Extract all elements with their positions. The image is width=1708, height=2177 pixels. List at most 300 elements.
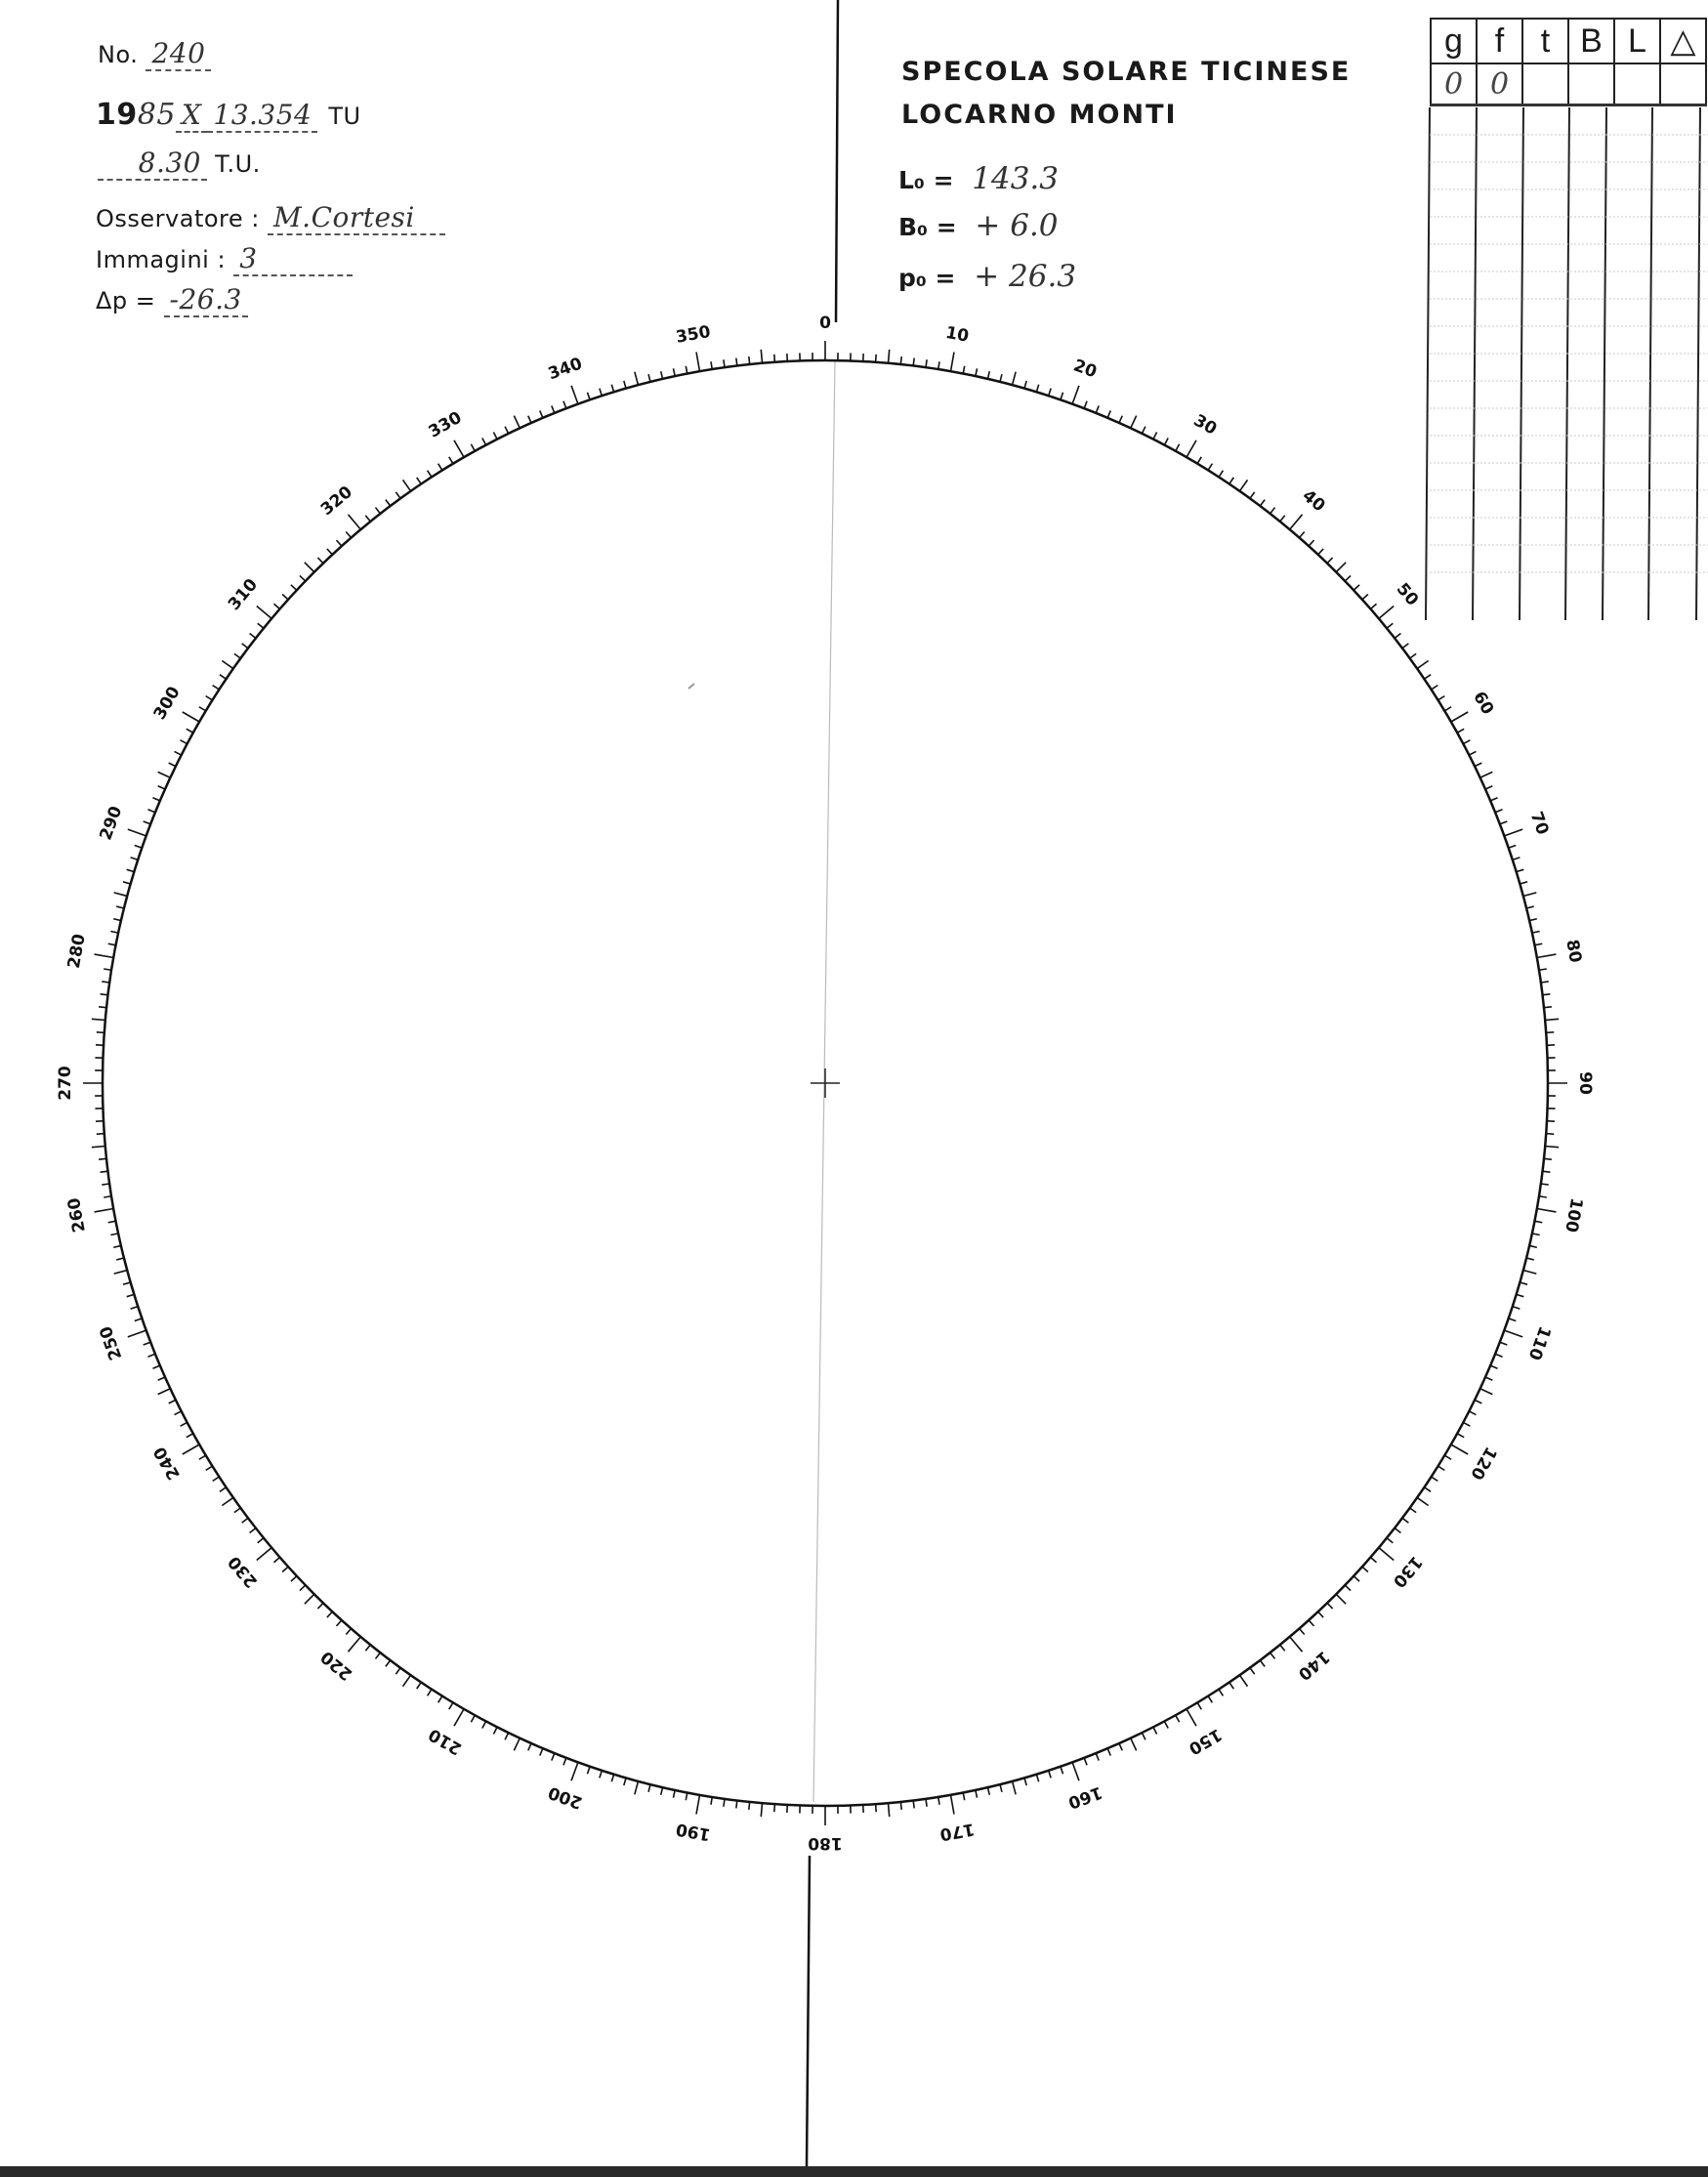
degree-tick xyxy=(1523,893,1537,897)
degree-label-140: 140 xyxy=(1294,1646,1334,1685)
degree-tick xyxy=(1542,994,1550,995)
degree-tick xyxy=(749,1802,750,1810)
degree-tick xyxy=(206,696,213,700)
degree-tick xyxy=(1438,1466,1445,1470)
degree-label-90: 90 xyxy=(1575,1071,1595,1095)
degree-tick xyxy=(1438,696,1445,700)
degree-tick xyxy=(673,1790,675,1798)
degree-tick xyxy=(346,1628,351,1634)
degree-tick xyxy=(454,1709,464,1726)
degree-tick xyxy=(1463,740,1470,744)
degree-tick xyxy=(158,1377,165,1380)
degree-tick xyxy=(1239,480,1247,490)
degree-tick xyxy=(1164,439,1168,445)
degree-tick xyxy=(1526,1258,1534,1260)
degree-tick xyxy=(1280,1645,1285,1651)
degree-tick xyxy=(888,350,889,363)
degree-tick xyxy=(1545,1019,1559,1020)
table-column-rule xyxy=(1648,107,1652,620)
degree-tick xyxy=(1142,427,1146,434)
degree-tick xyxy=(199,1455,206,1459)
degree-tick xyxy=(1229,478,1233,484)
header-B: B xyxy=(1568,19,1614,63)
degree-tick xyxy=(1271,508,1275,514)
degree-tick xyxy=(1187,1709,1196,1726)
degree-tick xyxy=(1424,675,1431,679)
degree-tick xyxy=(774,1804,775,1812)
degree-tick xyxy=(1417,1497,1428,1505)
degree-label-110: 110 xyxy=(1523,1322,1555,1363)
degree-tick xyxy=(428,1690,432,1696)
degree-tick xyxy=(449,457,453,464)
degree-label-20: 20 xyxy=(1070,356,1100,383)
degree-tick xyxy=(1049,389,1051,397)
degree-tick xyxy=(365,1645,370,1651)
degree-tick xyxy=(987,1787,989,1795)
degree-tick xyxy=(624,381,626,389)
degree-tick xyxy=(1336,1594,1346,1604)
cell-B[interactable] xyxy=(1568,63,1614,105)
degree-tick xyxy=(1485,1377,1492,1380)
degree-tick xyxy=(1327,558,1333,564)
degree-tick xyxy=(181,740,187,744)
degree-tick xyxy=(1485,786,1492,789)
record-number-value: 240 xyxy=(146,37,211,71)
degree-tick xyxy=(1513,1307,1521,1309)
degree-tick xyxy=(635,1781,639,1795)
degree-label-160: 160 xyxy=(1064,1781,1105,1813)
degree-tick xyxy=(1271,1653,1275,1658)
degree-tick xyxy=(514,416,520,429)
degree-tick xyxy=(1520,1282,1527,1284)
degree-tick xyxy=(1119,416,1122,423)
degree-tick xyxy=(1153,433,1157,440)
degree-tick xyxy=(661,371,663,379)
degree-tick xyxy=(600,389,602,397)
degree-tick xyxy=(1469,751,1476,755)
degree-tick xyxy=(1000,1784,1002,1792)
degree-tick xyxy=(1061,1767,1063,1775)
degree-tick xyxy=(528,1743,531,1750)
degree-tick xyxy=(1534,943,1542,945)
degree-tick xyxy=(1509,1319,1517,1321)
degree-tick xyxy=(1061,393,1063,400)
degree-tick xyxy=(1299,1628,1304,1634)
cell-g[interactable]: 0 xyxy=(1431,63,1477,105)
degree-label-260: 260 xyxy=(63,1195,90,1235)
degree-tick xyxy=(1541,982,1549,983)
degree-tick xyxy=(305,563,314,572)
degree-tick xyxy=(1475,763,1481,767)
degree-tick xyxy=(1517,869,1524,871)
degree-tick xyxy=(724,359,725,367)
degree-tick xyxy=(1318,1612,1323,1617)
cell-f[interactable]: 0 xyxy=(1477,63,1522,105)
degree-tick xyxy=(104,1196,111,1197)
degree-label-150: 150 xyxy=(1185,1724,1226,1759)
degree-tick xyxy=(1504,829,1522,836)
degree-label-120: 120 xyxy=(1466,1443,1501,1484)
header-L: L xyxy=(1614,19,1660,63)
institute-heading xyxy=(901,51,1351,137)
degree-tick xyxy=(417,478,421,484)
degree-tick xyxy=(1072,1762,1079,1780)
degree-tick xyxy=(1280,516,1285,522)
degree-tick xyxy=(1532,931,1540,933)
degree-tick xyxy=(113,1245,121,1247)
degree-tick xyxy=(1164,1721,1168,1728)
degree-tick xyxy=(1424,1487,1431,1491)
degree-tick xyxy=(900,1802,901,1810)
degree-tick xyxy=(1457,729,1464,733)
degree-tick xyxy=(1490,798,1497,801)
degree-tick xyxy=(635,372,639,386)
degree-tick xyxy=(552,405,555,412)
degree-tick xyxy=(913,1800,914,1808)
degree-tick xyxy=(97,1032,104,1033)
images-value: 3 xyxy=(233,242,353,276)
degree-tick xyxy=(95,1208,114,1211)
degree-tick xyxy=(1410,653,1416,658)
degree-tick xyxy=(1395,1528,1400,1533)
degree-tick xyxy=(1049,1771,1051,1779)
degree-label-0: 0 xyxy=(819,314,831,333)
degree-tick xyxy=(317,1603,323,1609)
degree-label-210: 210 xyxy=(425,1724,466,1759)
images-label: Immagini : xyxy=(96,246,227,273)
degree-tick xyxy=(403,1675,411,1686)
degree-tick xyxy=(505,1733,509,1739)
degree-tick xyxy=(1513,858,1521,859)
degree-tick xyxy=(1532,1234,1540,1235)
degree-tick xyxy=(648,1784,650,1792)
degree-tick xyxy=(108,1221,116,1223)
date-suffix: TU xyxy=(328,103,361,130)
degree-tick xyxy=(1537,1208,1557,1211)
degree-label-310: 310 xyxy=(224,574,263,614)
degree-tick xyxy=(220,675,227,679)
date-century: 19 xyxy=(96,98,138,132)
record-number-label: No. xyxy=(98,41,139,68)
degree-tick xyxy=(101,994,108,995)
degree-label-300: 300 xyxy=(149,683,185,724)
degree-tick xyxy=(273,1557,279,1562)
degree-tick xyxy=(1379,606,1394,618)
degree-tick xyxy=(587,1767,590,1775)
degree-tick xyxy=(1354,585,1359,590)
degree-tick xyxy=(1379,1548,1394,1561)
degree-tick xyxy=(514,1738,520,1751)
degree-tick xyxy=(1096,1753,1099,1760)
degree-tick xyxy=(1544,1007,1552,1008)
degree-tick xyxy=(540,1748,543,1755)
degree-tick xyxy=(888,1803,889,1817)
degree-tick xyxy=(386,1660,391,1666)
degree-tick xyxy=(505,427,509,434)
degree-tick xyxy=(1529,919,1537,921)
degree-tick xyxy=(1457,1434,1464,1438)
degree-tick xyxy=(1410,1508,1416,1513)
degree-tick xyxy=(711,361,712,369)
degree-tick xyxy=(181,1422,187,1426)
param-p0-value: + 26.3 xyxy=(974,259,1077,294)
degree-tick xyxy=(1327,1603,1333,1609)
degree-tick xyxy=(1239,1675,1247,1686)
degree-tick xyxy=(305,1594,314,1604)
degree-tick xyxy=(135,1319,143,1321)
degree-tick xyxy=(686,1792,687,1800)
degree-tick xyxy=(976,368,978,376)
degree-tick xyxy=(1541,1184,1549,1185)
degree-tick xyxy=(1084,401,1087,408)
degree-tick xyxy=(300,575,306,581)
degree-tick xyxy=(1546,1134,1554,1135)
degree-tick xyxy=(1250,1668,1255,1674)
degree-tick xyxy=(327,1612,332,1617)
degree-tick xyxy=(336,540,341,546)
table-column-rule xyxy=(1565,107,1569,620)
degree-tick xyxy=(1219,471,1223,478)
degree-tick xyxy=(206,1466,213,1470)
degree-tick xyxy=(528,416,531,423)
degree-tick xyxy=(104,969,111,970)
degree-tick xyxy=(1362,1567,1368,1571)
param-L0-label: L₀ = xyxy=(898,166,954,194)
observer-label: Osservatore : xyxy=(96,205,260,232)
degree-tick xyxy=(482,1721,486,1728)
degree-tick xyxy=(152,1365,159,1368)
degree-label-350: 350 xyxy=(674,321,713,348)
degree-tick xyxy=(250,1528,256,1533)
degree-tick xyxy=(1546,1032,1554,1033)
degree-tick xyxy=(1544,1158,1552,1159)
degree-tick xyxy=(1260,500,1265,506)
degree-tick xyxy=(327,549,332,555)
degree-tick xyxy=(108,943,116,945)
images-field xyxy=(96,242,353,276)
degree-tick xyxy=(1534,1221,1542,1223)
degree-tick xyxy=(365,516,370,522)
degree-tick xyxy=(1153,1727,1157,1734)
degree-tick xyxy=(926,359,927,367)
date-day: 13.354 xyxy=(207,99,317,133)
degree-label-290: 290 xyxy=(96,803,127,844)
degree-tick xyxy=(1354,1576,1359,1581)
degree-tick xyxy=(1345,1585,1351,1591)
record-number xyxy=(98,37,211,71)
degree-label-180: 180 xyxy=(808,1833,843,1853)
degree-tick xyxy=(1362,594,1368,599)
degree-tick xyxy=(114,1271,128,1275)
degree-tick xyxy=(1490,1365,1497,1368)
degree-tick xyxy=(242,644,248,649)
degree-tick xyxy=(291,1576,297,1581)
degree-label-80: 80 xyxy=(1562,938,1586,965)
degree-tick xyxy=(493,433,497,440)
degree-tick xyxy=(417,1682,421,1689)
degree-tick xyxy=(258,623,264,628)
degree-tick xyxy=(114,893,128,897)
degree-tick xyxy=(1504,1330,1522,1337)
degree-tick xyxy=(396,1668,400,1674)
degree-tick xyxy=(1500,821,1507,824)
header-t: t xyxy=(1522,19,1568,63)
degree-tick xyxy=(1299,531,1304,537)
param-p0 xyxy=(898,259,1076,294)
group-table-header-row xyxy=(1431,19,1706,63)
degree-tick xyxy=(648,374,650,382)
degree-label-130: 130 xyxy=(1388,1552,1427,1592)
cell-L[interactable] xyxy=(1614,63,1660,105)
degree-tick xyxy=(183,1444,199,1454)
date-year: 85 xyxy=(137,98,176,132)
degree-label-30: 30 xyxy=(1189,410,1221,440)
date-month: X xyxy=(176,99,207,133)
degree-tick xyxy=(1480,772,1493,777)
degree-tick xyxy=(1318,549,1323,555)
degree-tick xyxy=(92,1146,105,1147)
degree-tick xyxy=(976,1790,978,1798)
degree-tick xyxy=(128,829,146,836)
degree-tick xyxy=(963,366,965,374)
degree-tick xyxy=(175,751,182,755)
degree-tick xyxy=(1432,1477,1438,1481)
degree-tick xyxy=(116,1258,124,1260)
degree-tick xyxy=(1176,444,1180,451)
degree-tick xyxy=(127,1294,135,1296)
header-f: f xyxy=(1477,19,1522,63)
observer-value: M.Cortesi xyxy=(268,201,445,235)
degree-label-100: 100 xyxy=(1561,1195,1587,1235)
degree-tick xyxy=(375,1653,380,1658)
degree-tick xyxy=(1309,540,1313,546)
degree-label-50: 50 xyxy=(1392,579,1423,610)
degree-tick xyxy=(95,954,114,957)
degree-tick xyxy=(1520,882,1527,884)
degree-tick xyxy=(1336,563,1346,572)
degree-tick xyxy=(624,1778,626,1785)
degree-tick xyxy=(1523,1271,1537,1275)
degree-tick xyxy=(696,1795,699,1815)
degree-tick xyxy=(273,604,279,608)
degree-tick xyxy=(1176,1715,1180,1722)
degree-tick xyxy=(144,821,150,824)
header-g: g xyxy=(1431,19,1477,63)
degree-tick xyxy=(175,1411,182,1415)
delta-p-value: -26.3 xyxy=(164,283,248,317)
degree-label-200: 200 xyxy=(545,1781,586,1813)
degree-tick xyxy=(158,772,171,777)
degree-tick xyxy=(131,858,139,859)
degree-tick xyxy=(110,1234,118,1235)
degree-tick xyxy=(403,480,411,490)
degree-tick xyxy=(220,1487,227,1491)
degree-tick xyxy=(123,882,131,884)
degree-tick xyxy=(169,1400,176,1403)
degree-tick xyxy=(257,606,271,618)
param-p0-label: p₀ = xyxy=(898,264,956,292)
degree-tick xyxy=(938,361,939,369)
degree-tick xyxy=(1290,1637,1303,1652)
group-table-row[interactable] xyxy=(1431,63,1706,105)
degree-tick xyxy=(1290,515,1303,529)
degree-tick xyxy=(963,1792,965,1800)
degree-tick xyxy=(1495,1354,1502,1357)
degree-tick xyxy=(346,531,351,537)
degree-tick xyxy=(673,368,675,376)
degree-tick xyxy=(99,1007,106,1008)
central-meridian-line xyxy=(813,361,835,1802)
degree-tick xyxy=(1250,492,1255,498)
degree-tick xyxy=(1000,374,1002,382)
degree-label-340: 340 xyxy=(545,354,586,385)
degree-tick xyxy=(348,1637,360,1652)
degree-tick xyxy=(1229,1682,1233,1689)
param-L0 xyxy=(898,161,1059,196)
cell-t[interactable] xyxy=(1522,63,1568,105)
degree-tick xyxy=(1444,707,1451,711)
degree-tick xyxy=(158,786,165,789)
degree-tick xyxy=(661,1787,663,1795)
degree-tick xyxy=(1119,1743,1122,1750)
degree-tick xyxy=(1387,1538,1393,1543)
degree-tick xyxy=(482,439,486,445)
degree-tick xyxy=(396,492,400,498)
degree-tick xyxy=(99,1158,106,1159)
sunspot-group-table xyxy=(1430,18,1707,106)
degree-tick xyxy=(1142,1733,1146,1739)
degree-tick xyxy=(876,1804,877,1812)
degree-tick xyxy=(1500,1342,1507,1345)
degree-tick xyxy=(1131,416,1137,429)
degree-tick xyxy=(1475,1400,1481,1403)
degree-tick xyxy=(563,1758,566,1765)
degree-tick xyxy=(282,1567,288,1571)
degree-tick xyxy=(1469,1411,1476,1415)
degree-tick xyxy=(686,366,687,374)
degree-tick xyxy=(97,1134,104,1135)
degree-tick xyxy=(213,686,220,690)
degree-tick xyxy=(1480,1389,1493,1395)
degree-tick xyxy=(1197,1702,1201,1709)
disk-center-cross xyxy=(811,1068,840,1098)
degree-tick xyxy=(1219,1690,1223,1696)
degree-label-270: 270 xyxy=(56,1066,75,1101)
degree-tick xyxy=(950,1795,953,1815)
degree-tick xyxy=(282,594,288,599)
degree-tick xyxy=(1387,623,1393,628)
degree-tick xyxy=(493,1727,497,1734)
degree-tick xyxy=(711,1797,712,1805)
degree-tick xyxy=(1495,810,1502,813)
degree-tick xyxy=(428,471,432,478)
degree-tick xyxy=(1260,1660,1265,1666)
degree-tick xyxy=(1542,1171,1550,1172)
degree-tick xyxy=(587,393,590,400)
table-column-rule xyxy=(1696,107,1700,620)
degree-tick xyxy=(1509,845,1517,848)
param-L0-value: 143.3 xyxy=(972,161,1059,196)
degree-tick xyxy=(1537,954,1557,957)
degree-label-10: 10 xyxy=(943,322,971,347)
degree-label-330: 330 xyxy=(425,407,466,442)
degree-tick xyxy=(123,1282,131,1284)
degree-tick xyxy=(736,358,737,366)
degree-tick xyxy=(375,508,380,514)
degree-tick xyxy=(900,356,901,364)
degree-tick xyxy=(1529,1245,1537,1247)
cell-delta[interactable] xyxy=(1660,63,1706,105)
